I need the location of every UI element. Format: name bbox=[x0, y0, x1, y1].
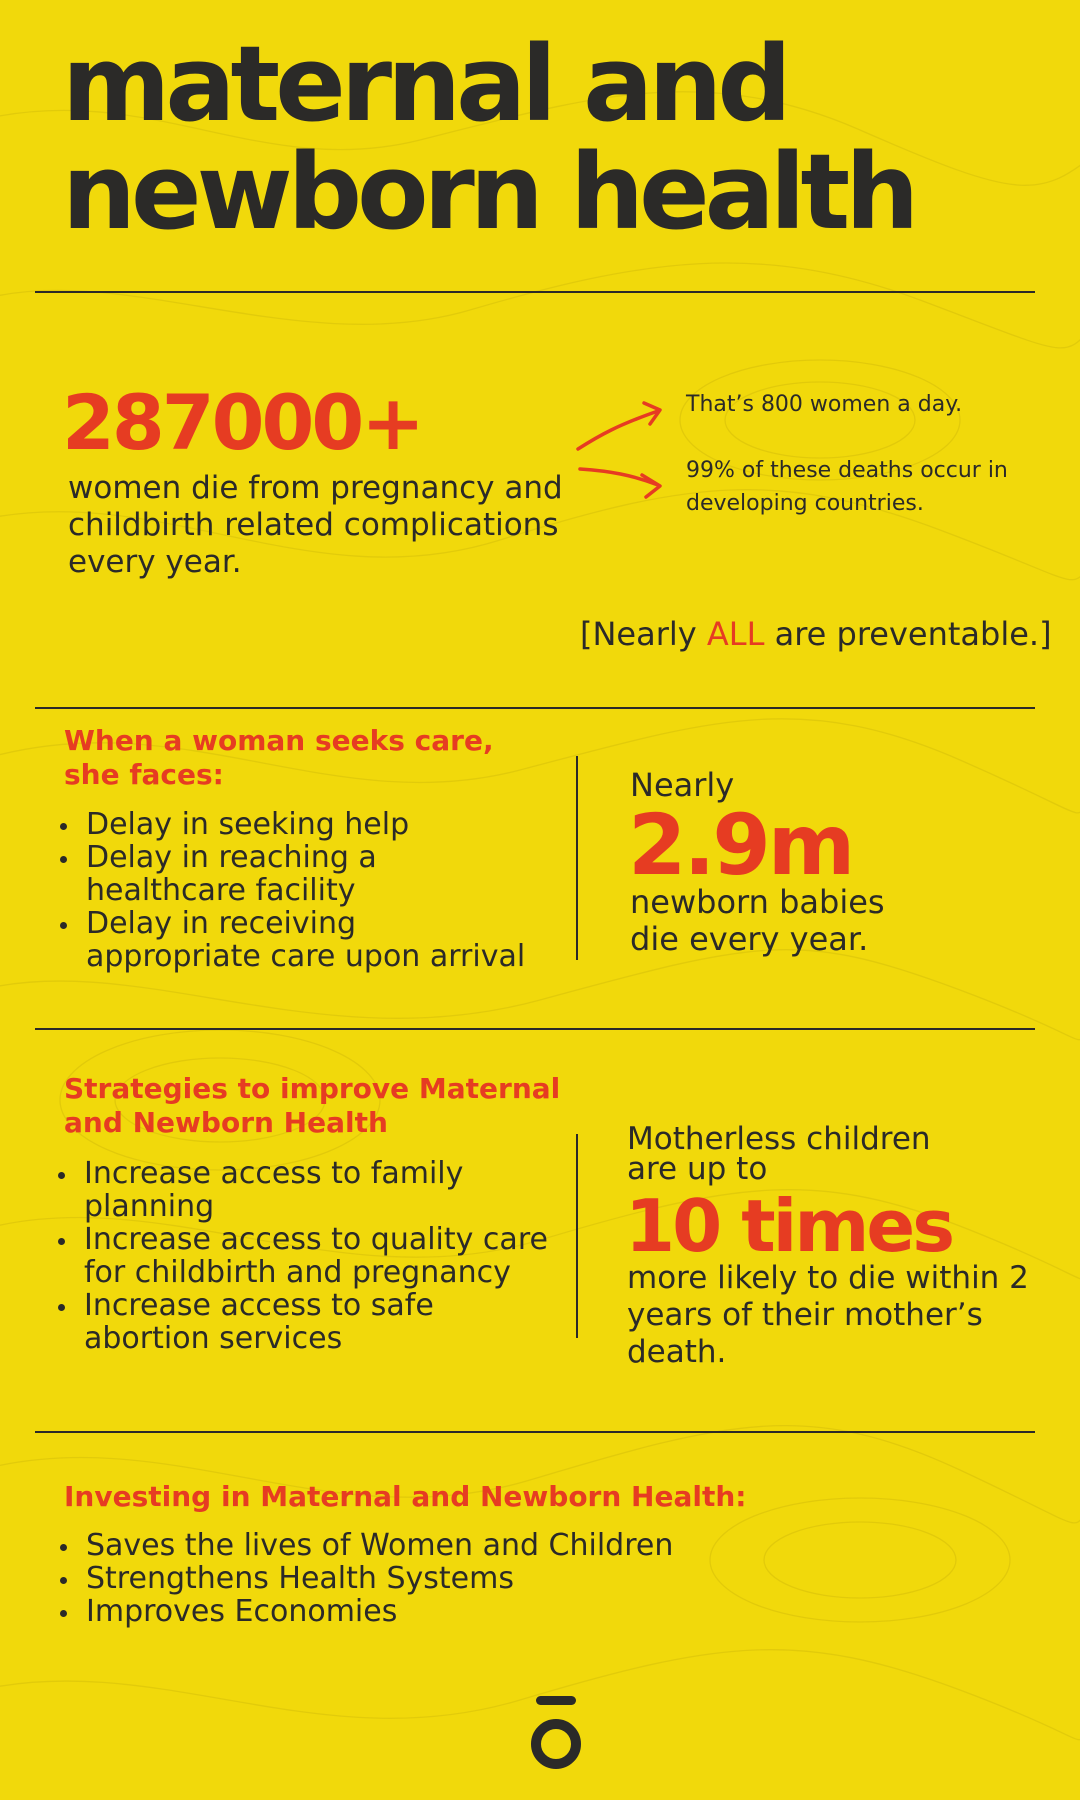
list-item: Increase access to family planning bbox=[84, 1157, 564, 1223]
list-item: Increase access to safe abortion services bbox=[84, 1289, 564, 1355]
divider-3 bbox=[35, 1028, 1035, 1030]
list-item: Increase access to quality care for childbirth and pregnancy bbox=[84, 1223, 564, 1289]
section-2-separator bbox=[576, 756, 578, 960]
strategies-list bbox=[56, 1157, 564, 1355]
section-3-separator bbox=[576, 1134, 578, 1338]
strategies-heading: Strategies to improve Maternal and Newborn Health bbox=[64, 1072, 561, 1139]
care-barriers-heading: When a woman seeks care, she faces: bbox=[64, 724, 494, 791]
page-title bbox=[62, 23, 1062, 253]
stat-newborn-number: 2.9m bbox=[628, 796, 853, 894]
list-item: Delay in seeking help bbox=[86, 808, 536, 841]
stat-motherless-number: 10 times bbox=[625, 1184, 953, 1268]
arrow-icons bbox=[570, 395, 680, 505]
list-item: Strengthens Health Systems bbox=[86, 1562, 886, 1595]
stat-newborn-prefix: Nearly bbox=[630, 766, 735, 804]
divider-4 bbox=[35, 1431, 1035, 1433]
preventable-open: [Nearly bbox=[580, 615, 697, 653]
preventable-close: are preventable.] bbox=[774, 615, 1052, 653]
preventable-statement bbox=[580, 614, 1052, 654]
stat-deaths-number: 287000+ bbox=[62, 378, 422, 467]
divider-2 bbox=[35, 707, 1035, 709]
stat-deaths-note-1: That’s 800 women a day. bbox=[686, 392, 963, 417]
care-barriers-list bbox=[58, 808, 536, 973]
list-item: Improves Economies bbox=[86, 1595, 886, 1628]
investing-list bbox=[58, 1529, 886, 1628]
stat-motherless-prefix: Motherless children are up to bbox=[627, 1121, 931, 1187]
title-line-2: newborn health bbox=[62, 131, 915, 253]
title-line-1: maternal and bbox=[62, 23, 787, 145]
investing-heading: Investing in Maternal and Newborn Health: bbox=[64, 1480, 747, 1513]
preventable-highlight: ALL bbox=[706, 615, 765, 653]
list-item: Delay in reaching a healthcare facility bbox=[86, 841, 536, 907]
stat-deaths-note-2: 99% of these deaths occur in developing countries. bbox=[686, 458, 1008, 516]
list-item: Delay in receiving appropriate care upon arrival bbox=[86, 907, 536, 973]
stat-newborn-description: newborn babies die every year. bbox=[630, 883, 885, 958]
stat-deaths-description: women die from pregnancy and childbirth related complications every year. bbox=[68, 470, 563, 580]
divider-1 bbox=[35, 291, 1035, 293]
list-item: Saves the lives of Women and Children bbox=[86, 1529, 886, 1562]
stat-motherless-description: more likely to die within 2 years of their mother’s death. bbox=[627, 1260, 1029, 1370]
o-with-bar-logo-icon bbox=[528, 1694, 584, 1774]
